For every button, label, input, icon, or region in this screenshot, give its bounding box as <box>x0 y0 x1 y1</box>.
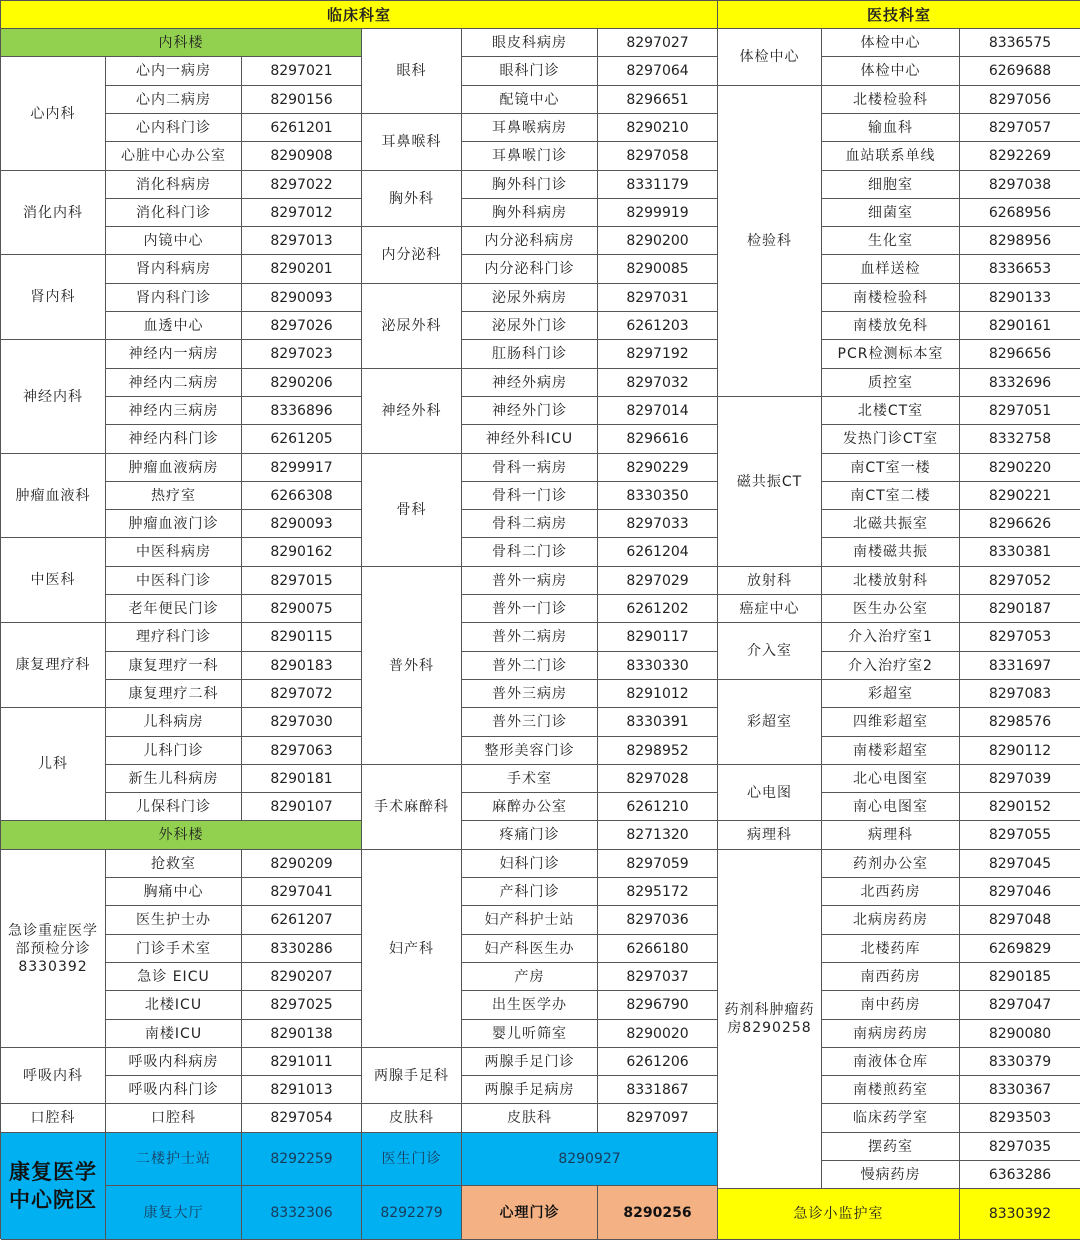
department-label: 药剂科肿瘤药房8290258 <box>718 850 822 1189</box>
department-label: 心电图 <box>718 765 822 821</box>
unit-name: 新生儿科病房 <box>106 765 242 793</box>
phone-number: 8290210 <box>598 114 718 142</box>
unit-name: 婴儿听筛室 <box>462 1020 598 1048</box>
unit-name: 消化科门诊 <box>106 199 242 227</box>
phone-number: 8296651 <box>598 86 718 114</box>
phone-number: 6261203 <box>598 312 718 340</box>
department-label: 肿瘤血液科 <box>1 454 106 538</box>
unit-name: 门诊手术室 <box>106 935 242 963</box>
phone-number: 8290185 <box>960 963 1080 991</box>
phone-number: 8290181 <box>242 765 362 793</box>
unit-name: 南CT室二楼 <box>822 482 960 510</box>
phone-number: 8331697 <box>960 652 1080 680</box>
unit-name: 口腔科 <box>106 1104 242 1133</box>
unit-name: 发热门诊CT室 <box>822 425 960 454</box>
phone-number: 6261205 <box>242 425 362 454</box>
campus-label: 康复医学中心院区 <box>1 1133 106 1240</box>
department-label: 癌症中心 <box>718 595 822 623</box>
phone-number: 8297045 <box>960 850 1080 878</box>
internal-building-header: 内科楼 <box>1 29 362 57</box>
phone-number: 8298576 <box>960 708 1080 737</box>
phone-number: 8297097 <box>598 1104 718 1133</box>
unit-name: 北楼放射科 <box>822 567 960 595</box>
unit-name: 神经外科ICU <box>462 425 598 454</box>
unit-name: 内分泌科病房 <box>462 227 598 255</box>
department-label: 两腺手足科 <box>362 1048 462 1104</box>
unit-name: 神经内二病房 <box>106 369 242 397</box>
phone-number: 8297072 <box>242 680 362 708</box>
phone-number: 8297029 <box>598 567 718 595</box>
phone-number: 8292279 <box>362 1186 462 1240</box>
phone-number: 6261207 <box>242 906 362 935</box>
phone-number: 8290209 <box>242 850 362 878</box>
unit-name: 神经内科门诊 <box>106 425 242 454</box>
department-label: 普外科 <box>362 567 462 765</box>
phone-number: 6266308 <box>242 482 362 510</box>
phone-number: 8290162 <box>242 538 362 567</box>
unit-name: 产房 <box>462 963 598 991</box>
department-label: 内分泌科 <box>362 227 462 284</box>
phone-number: 8297054 <box>242 1104 362 1133</box>
phone-number: 8297025 <box>242 991 362 1020</box>
surgery-building-header: 外科楼 <box>1 821 362 850</box>
department-label: 骨科 <box>362 454 462 567</box>
unit-name: 南楼ICU <box>106 1020 242 1048</box>
phone-number: 8290161 <box>960 312 1080 340</box>
clinical-header: 临床科室 <box>1 1 718 29</box>
phone-number: 8330392 <box>960 1189 1080 1240</box>
department-label: 皮肤科 <box>362 1104 462 1133</box>
unit-name: 南西药房 <box>822 963 960 991</box>
phone-number: 6268956 <box>960 199 1080 227</box>
unit-name: 眼皮科病房 <box>462 29 598 57</box>
phone-number: 6261201 <box>242 114 362 142</box>
unit-name: 胸外科病房 <box>462 199 598 227</box>
phone-number: 8297046 <box>960 878 1080 906</box>
phone-number: 6261210 <box>598 793 718 821</box>
unit-name: 麻醉办公室 <box>462 793 598 821</box>
unit-name: 介入治疗室1 <box>822 623 960 652</box>
department-label: 检验科 <box>718 86 822 397</box>
phone-number: 8297022 <box>242 171 362 199</box>
phone-number: 8332696 <box>960 369 1080 397</box>
unit-name: 北西药房 <box>822 878 960 906</box>
unit-name: 体检中心 <box>822 57 960 86</box>
tech-header: 医技科室 <box>718 1 1080 29</box>
department-label: 放射科 <box>718 567 822 595</box>
phone-number: 8297064 <box>598 57 718 86</box>
unit-name: 普外二病房 <box>462 623 598 652</box>
unit-name: 南楼彩超室 <box>822 737 960 765</box>
department-label: 儿科 <box>1 708 106 821</box>
phone-number: 8290927 <box>462 1133 718 1186</box>
unit-name: 妇产科医生办 <box>462 935 598 963</box>
unit-name: 儿科门诊 <box>106 737 242 765</box>
phone-number: 8297058 <box>598 142 718 171</box>
phone-number: 8296626 <box>960 510 1080 538</box>
phone-number: 8332306 <box>242 1186 362 1240</box>
phone-number: 8290117 <box>598 623 718 652</box>
phone-number: 6261204 <box>598 538 718 567</box>
unit-name: 中医科门诊 <box>106 567 242 595</box>
phone-number: 8290200 <box>598 227 718 255</box>
unit-name: 出生医学办 <box>462 991 598 1020</box>
unit-name: 眼科门诊 <box>462 57 598 86</box>
unit-name: 南中药房 <box>822 991 960 1020</box>
unit-name: 心内一病房 <box>106 57 242 86</box>
phone-number: 8297053 <box>960 623 1080 652</box>
unit-name: 手术室 <box>462 765 598 793</box>
unit-name: 临床药学室 <box>822 1104 960 1133</box>
phone-number: 8290206 <box>242 369 362 397</box>
phone-number: 8290908 <box>242 142 362 171</box>
phone-number: 8297037 <box>598 963 718 991</box>
unit-name: 肾内科病房 <box>106 255 242 284</box>
unit-name: 康复理疗二科 <box>106 680 242 708</box>
phone-number: 8330381 <box>960 538 1080 567</box>
unit-name: 心内二病房 <box>106 86 242 114</box>
department-label: 康复理疗科 <box>1 623 106 708</box>
phone-number: 8297056 <box>960 86 1080 114</box>
phone-number: 8290221 <box>960 482 1080 510</box>
phone-number: 6269829 <box>960 935 1080 963</box>
department-label: 手术麻醉科 <box>362 765 462 850</box>
phone-number: 8297013 <box>242 227 362 255</box>
unit-name: 肿瘤血液门诊 <box>106 510 242 538</box>
unit-name: 南楼放免科 <box>822 312 960 340</box>
department-label: 神经外科 <box>362 369 462 454</box>
department-label: 妇产科 <box>362 850 462 1048</box>
phone-number: 8336575 <box>960 29 1080 57</box>
unit-name: 皮肤科 <box>462 1104 598 1133</box>
phone-number: 8297048 <box>960 906 1080 935</box>
unit-name: 北楼ICU <box>106 991 242 1020</box>
phone-number: 8290183 <box>242 652 362 680</box>
unit-name: 四维彩超室 <box>822 708 960 737</box>
unit-name: 急诊 EICU <box>106 963 242 991</box>
unit-name: 消化科病房 <box>106 171 242 199</box>
phone-number: 8336896 <box>242 397 362 425</box>
unit-name: 热疗室 <box>106 482 242 510</box>
phone-number: 8331179 <box>598 171 718 199</box>
department-label: 急诊重症医学部预检分诊8330392 <box>1 850 106 1048</box>
unit-name: 医生护士办 <box>106 906 242 935</box>
department-label: 眼科 <box>362 29 462 114</box>
unit-name: 介入治疗室2 <box>822 652 960 680</box>
phone-number: 8296790 <box>598 991 718 1020</box>
phone-number: 8297023 <box>242 340 362 369</box>
unit-name: 神经内一病房 <box>106 340 242 369</box>
phone-number: 8290085 <box>598 255 718 284</box>
phone-number: 8336653 <box>960 255 1080 284</box>
unit-name: 细胞室 <box>822 171 960 199</box>
unit-name: 血透中心 <box>106 312 242 340</box>
unit-name: 北楼药库 <box>822 935 960 963</box>
unit-name: PCR检测标本室 <box>822 340 960 369</box>
unit-name: 耳鼻喉门诊 <box>462 142 598 171</box>
phone-number: 8290080 <box>960 1020 1080 1048</box>
phone-number: 8297038 <box>960 171 1080 199</box>
phone-number: 8297039 <box>960 765 1080 793</box>
phone-number: 8290133 <box>960 284 1080 312</box>
unit-name: 骨科二病房 <box>462 510 598 538</box>
unit-name: 病理科 <box>822 821 960 850</box>
department-label: 泌尿外科 <box>362 284 462 369</box>
unit-name: 药剂办公室 <box>822 850 960 878</box>
unit-name: 医生办公室 <box>822 595 960 623</box>
phone-number: 8290207 <box>242 963 362 991</box>
phone-number: 8292259 <box>242 1133 362 1186</box>
phone-number: 8330286 <box>242 935 362 963</box>
department-label: 体检中心 <box>718 29 822 86</box>
phone-number: 8331867 <box>598 1076 718 1104</box>
unit-name: 抢救室 <box>106 850 242 878</box>
phone-number: 8298956 <box>960 227 1080 255</box>
department-label: 彩超室 <box>718 680 822 765</box>
unit-name: 北楼CT室 <box>822 397 960 425</box>
phone-number: 8290156 <box>242 86 362 114</box>
unit-name: 神经外门诊 <box>462 397 598 425</box>
phone-number: 8330367 <box>960 1076 1080 1104</box>
department-label: 呼吸内科 <box>1 1048 106 1104</box>
department-label: 耳鼻喉科 <box>362 114 462 171</box>
phone-number: 8297057 <box>960 114 1080 142</box>
phone-number: 8292269 <box>960 142 1080 171</box>
unit-name: 配镜中心 <box>462 86 598 114</box>
phone-number: 8297052 <box>960 567 1080 595</box>
unit-name: 心内科门诊 <box>106 114 242 142</box>
phone-number: 8290107 <box>242 793 362 821</box>
unit-name: 内镜中心 <box>106 227 242 255</box>
phone-number: 6261202 <box>598 595 718 623</box>
unit-name: 肛肠科门诊 <box>462 340 598 369</box>
phone-number: 8297014 <box>598 397 718 425</box>
unit-name: 胸外科门诊 <box>462 171 598 199</box>
nurse-station: 二楼护士站 <box>106 1133 242 1186</box>
unit-name: 南楼煎药室 <box>822 1076 960 1104</box>
department-label: 病理科 <box>718 821 822 850</box>
phone-number: 8298952 <box>598 737 718 765</box>
unit-name: 细菌室 <box>822 199 960 227</box>
phone-number: 8297083 <box>960 680 1080 708</box>
phone-number: 8299919 <box>598 199 718 227</box>
unit-name: 呼吸内科病房 <box>106 1048 242 1076</box>
department-label: 心内科 <box>1 57 106 171</box>
unit-name: 骨科一门诊 <box>462 482 598 510</box>
unit-name: 内分泌科门诊 <box>462 255 598 284</box>
phone-number: 6363286 <box>960 1161 1080 1189</box>
unit-name: 产科门诊 <box>462 878 598 906</box>
phone-number: 8297030 <box>242 708 362 737</box>
phone-number: 8297015 <box>242 567 362 595</box>
unit-name: 普外三门诊 <box>462 708 598 737</box>
phone-number: 8297028 <box>598 765 718 793</box>
unit-name: 北病房药房 <box>822 906 960 935</box>
unit-name: 普外二门诊 <box>462 652 598 680</box>
phone-number: 8297063 <box>242 737 362 765</box>
phone-number: 6261206 <box>598 1048 718 1076</box>
phone-number: 8297033 <box>598 510 718 538</box>
unit-name: 胸痛中心 <box>106 878 242 906</box>
unit-name: 理疗科门诊 <box>106 623 242 652</box>
unit-name: 普外三病房 <box>462 680 598 708</box>
unit-name: 妇科门诊 <box>462 850 598 878</box>
phone-number: 6269688 <box>960 57 1080 86</box>
phone-number: 8290201 <box>242 255 362 284</box>
phone-number: 8295172 <box>598 878 718 906</box>
phone-number: 8332758 <box>960 425 1080 454</box>
phone-number: 8297059 <box>598 850 718 878</box>
unit-name: 呼吸内科门诊 <box>106 1076 242 1104</box>
phone-number: 8299917 <box>242 454 362 482</box>
phone-number: 8297012 <box>242 199 362 227</box>
phone-number: 8290138 <box>242 1020 362 1048</box>
phone-number: 8330379 <box>960 1048 1080 1076</box>
department-label: 肾内科 <box>1 255 106 340</box>
phone-number: 8330330 <box>598 652 718 680</box>
unit-name: 两腺手足病房 <box>462 1076 598 1104</box>
unit-name: 神经外病房 <box>462 369 598 397</box>
unit-name: 北心电图室 <box>822 765 960 793</box>
department-label: 磁共振CT <box>718 397 822 567</box>
unit-name: 南楼检验科 <box>822 284 960 312</box>
phone-number: 8290020 <box>598 1020 718 1048</box>
unit-name: 中医科病房 <box>106 538 242 567</box>
phone-number: 8290093 <box>242 284 362 312</box>
er-monitor-room: 急诊小监护室 <box>718 1189 960 1240</box>
unit-name: 南楼磁共振 <box>822 538 960 567</box>
unit-name: 整形美容门诊 <box>462 737 598 765</box>
rehab-hall: 康复大厅 <box>106 1186 242 1240</box>
unit-name: 骨科一病房 <box>462 454 598 482</box>
unit-name: 南液体仓库 <box>822 1048 960 1076</box>
unit-name: 妇产科护士站 <box>462 906 598 935</box>
phone-number: 8290112 <box>960 737 1080 765</box>
phone-number: 8297021 <box>242 57 362 86</box>
phone-number: 8290187 <box>960 595 1080 623</box>
phone-number: 8290256 <box>598 1186 718 1240</box>
unit-name: 肾内科门诊 <box>106 284 242 312</box>
unit-name: 儿保科门诊 <box>106 793 242 821</box>
psych-clinic: 心理门诊 <box>462 1186 598 1240</box>
unit-name: 摆药室 <box>822 1133 960 1161</box>
phone-number: 8296616 <box>598 425 718 454</box>
phone-number: 8297192 <box>598 340 718 369</box>
phone-number: 8290093 <box>242 510 362 538</box>
unit-name: 儿科病房 <box>106 708 242 737</box>
unit-name: 南CT室一楼 <box>822 454 960 482</box>
phone-number: 8297026 <box>242 312 362 340</box>
unit-name: 普外一病房 <box>462 567 598 595</box>
unit-name: 南病房药房 <box>822 1020 960 1048</box>
unit-name: 两腺手足门诊 <box>462 1048 598 1076</box>
unit-name: 泌尿外门诊 <box>462 312 598 340</box>
phone-number: 8297041 <box>242 878 362 906</box>
unit-name: 慢病药房 <box>822 1161 960 1189</box>
phone-number: 8290220 <box>960 454 1080 482</box>
phone-number: 8297031 <box>598 284 718 312</box>
department-label: 胸外科 <box>362 171 462 227</box>
phone-number: 8297055 <box>960 821 1080 850</box>
phone-number: 8296656 <box>960 340 1080 369</box>
department-label: 中医科 <box>1 538 106 623</box>
unit-name: 血样送检 <box>822 255 960 284</box>
phone-number: 8297036 <box>598 906 718 935</box>
phone-number: 8271320 <box>598 821 718 850</box>
department-label: 神经内科 <box>1 340 106 454</box>
doctor-clinic: 医生门诊 <box>362 1133 462 1186</box>
phone-number: 8290152 <box>960 793 1080 821</box>
phone-number: 6266180 <box>598 935 718 963</box>
unit-name: 骨科二门诊 <box>462 538 598 567</box>
phone-number: 8293503 <box>960 1104 1080 1133</box>
unit-name: 输血科 <box>822 114 960 142</box>
phone-number: 8290229 <box>598 454 718 482</box>
unit-name: 泌尿外病房 <box>462 284 598 312</box>
unit-name: 北磁共振室 <box>822 510 960 538</box>
unit-name: 疼痛门诊 <box>462 821 598 850</box>
phone-number: 8290075 <box>242 595 362 623</box>
unit-name: 耳鼻喉病房 <box>462 114 598 142</box>
unit-name: 质控室 <box>822 369 960 397</box>
unit-name: 普外一门诊 <box>462 595 598 623</box>
unit-name: 神经内三病房 <box>106 397 242 425</box>
unit-name: 老年便民门诊 <box>106 595 242 623</box>
phone-number: 8291012 <box>598 680 718 708</box>
unit-name: 肿瘤血液病房 <box>106 454 242 482</box>
phone-number: 8330391 <box>598 708 718 737</box>
phone-number: 8297047 <box>960 991 1080 1020</box>
phone-number: 8297032 <box>598 369 718 397</box>
unit-name: 康复理疗一科 <box>106 652 242 680</box>
phone-number: 8291013 <box>242 1076 362 1104</box>
phone-number: 8297051 <box>960 397 1080 425</box>
unit-name: 生化室 <box>822 227 960 255</box>
phone-number: 8291011 <box>242 1048 362 1076</box>
phone-number: 8297027 <box>598 29 718 57</box>
unit-name: 北楼检验科 <box>822 86 960 114</box>
phone-number: 8297035 <box>960 1133 1080 1161</box>
phone-number: 8330350 <box>598 482 718 510</box>
department-label: 介入室 <box>718 623 822 680</box>
unit-name: 彩超室 <box>822 680 960 708</box>
unit-name: 南心电图室 <box>822 793 960 821</box>
unit-name: 体检中心 <box>822 29 960 57</box>
unit-name: 血站联系单线 <box>822 142 960 171</box>
department-label: 消化内科 <box>1 171 106 255</box>
unit-name: 心脏中心办公室 <box>106 142 242 171</box>
department-label: 口腔科 <box>1 1104 106 1133</box>
phone-number: 8290115 <box>242 623 362 652</box>
